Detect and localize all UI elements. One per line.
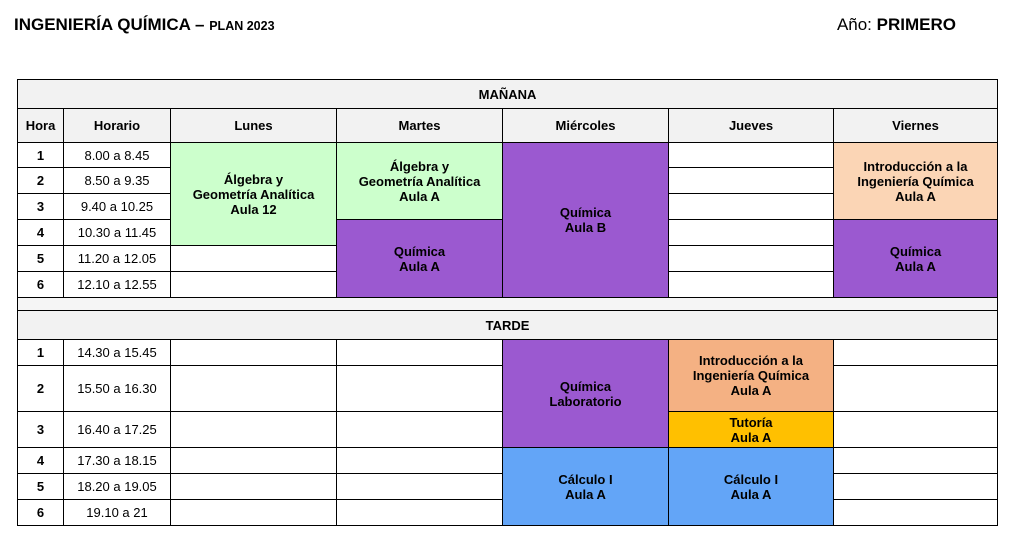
section-divider (18, 298, 998, 311)
table-row (18, 340, 998, 366)
class-cell-quimica-wednesday (503, 143, 669, 298)
hour-number: 1 (18, 143, 64, 168)
class-room: Aula A (730, 486, 772, 502)
col-jueves: Jueves (669, 109, 834, 143)
class-title: Introducción a la (698, 353, 803, 368)
empty-cell (834, 474, 998, 500)
hour-number: 3 (18, 194, 64, 220)
class-cell-algebra-tuesday (337, 143, 503, 220)
hour-number: 1 (18, 340, 64, 366)
col-lunes: Lunes (171, 109, 337, 143)
time-range: 17.30 a 18.15 (64, 448, 171, 474)
class-cell-intro-thursday (669, 340, 834, 412)
empty-cell (337, 412, 503, 448)
empty-cell (171, 340, 337, 366)
class-room: Aula A (895, 258, 936, 274)
class-cell-algebra-monday (171, 143, 337, 246)
empty-cell (669, 246, 834, 272)
class-title: Álgebra y (223, 171, 284, 187)
empty-cell (337, 500, 503, 526)
class-cell-quimica-friday (834, 220, 998, 298)
hour-number: 6 (18, 500, 64, 526)
hour-number: 4 (18, 220, 64, 246)
empty-cell (669, 194, 834, 220)
hour-number: 2 (18, 366, 64, 412)
empty-cell (669, 220, 834, 246)
class-room: Aula A (895, 188, 936, 204)
column-header-row (18, 109, 998, 143)
class-cell-intro-friday (834, 143, 998, 220)
class-title: Geometría Analítica (358, 173, 481, 189)
time-range: 9.40 a 10.25 (64, 194, 171, 220)
empty-cell (171, 500, 337, 526)
empty-cell (171, 412, 337, 448)
year-label: Año: (836, 15, 872, 34)
col-miercoles: Miércoles (503, 109, 669, 143)
empty-cell (834, 412, 998, 448)
empty-cell (834, 340, 998, 366)
empty-cell (834, 366, 998, 412)
class-title: Geometría Analítica (192, 186, 315, 202)
empty-cell (669, 272, 834, 298)
empty-cell (171, 366, 337, 412)
schedule-table (17, 79, 998, 526)
class-cell-quimica-tuesday (337, 220, 503, 298)
empty-cell (171, 474, 337, 500)
class-title: Cálculo I (558, 471, 613, 487)
class-title: Ingeniería Química (692, 368, 810, 383)
divider-cell (18, 298, 998, 311)
page-title (14, 15, 275, 35)
table-row (18, 448, 998, 474)
time-range: 10.30 a 11.45 (64, 220, 171, 246)
col-hora: Hora (18, 109, 64, 143)
hour-number: 6 (18, 272, 64, 298)
empty-cell (337, 474, 503, 500)
class-room: Aula B (564, 220, 607, 235)
morning-label: MAÑANA (18, 80, 998, 109)
class-room: Aula A (565, 486, 606, 502)
plan-label: PLAN 2023 (209, 19, 275, 33)
class-room: Aula A (730, 383, 772, 398)
afternoon-label: TARDE (18, 311, 998, 340)
time-range: 14.30 a 15.45 (64, 340, 171, 366)
class-room: Aula A (399, 188, 440, 204)
class-cell-calculo-thursday (669, 448, 834, 526)
hour-number: 4 (18, 448, 64, 474)
morning-band (18, 80, 998, 109)
empty-cell (171, 272, 337, 298)
time-range: 16.40 a 17.25 (64, 412, 171, 448)
time-range: 15.50 a 16.30 (64, 366, 171, 412)
class-title: Ingeniería Química (857, 173, 974, 189)
class-room: Aula 12 (230, 201, 277, 217)
col-viernes: Viernes (834, 109, 998, 143)
class-title: Álgebra y (389, 158, 450, 174)
year-value: PRIMERO (876, 15, 956, 34)
class-cell-tutoria-thursday (669, 412, 834, 448)
time-range: 8.50 a 9.35 (64, 168, 171, 194)
empty-cell (834, 500, 998, 526)
time-range: 8.00 a 8.45 (64, 143, 171, 168)
class-room: Aula A (730, 429, 772, 445)
class-title: Introducción a la (863, 158, 968, 174)
hour-number: 3 (18, 412, 64, 448)
class-title: Química (393, 243, 446, 259)
time-range: 18.20 a 19.05 (64, 474, 171, 500)
class-cell-lab-wednesday (503, 340, 669, 448)
empty-cell (337, 366, 503, 412)
col-martes: Martes (337, 109, 503, 143)
empty-cell (669, 168, 834, 194)
time-range: 19.10 a 21 (64, 500, 171, 526)
table-row (18, 143, 998, 168)
class-title: Tutoría (729, 414, 773, 430)
time-range: 12.10 a 12.55 (64, 272, 171, 298)
hour-number: 2 (18, 168, 64, 194)
class-room: Aula A (399, 258, 440, 274)
afternoon-band (18, 311, 998, 340)
time-range: 11.20 a 12.05 (64, 246, 171, 272)
class-title: Química (889, 243, 942, 259)
class-title: Química (559, 378, 612, 394)
empty-cell (171, 246, 337, 272)
class-title: Química (559, 205, 612, 220)
empty-cell (669, 143, 834, 168)
empty-cell (171, 448, 337, 474)
class-cell-calculo-wednesday (503, 448, 669, 526)
hour-number: 5 (18, 474, 64, 500)
empty-cell (834, 448, 998, 474)
col-horario: Horario (64, 109, 171, 143)
class-room: Laboratorio (549, 393, 622, 409)
hour-number: 5 (18, 246, 64, 272)
class-title: Cálculo I (723, 471, 779, 487)
empty-cell (337, 340, 503, 366)
year-indicator (837, 15, 956, 35)
empty-cell (337, 448, 503, 474)
program-title: INGENIERÍA QUÍMICA – (14, 15, 205, 34)
